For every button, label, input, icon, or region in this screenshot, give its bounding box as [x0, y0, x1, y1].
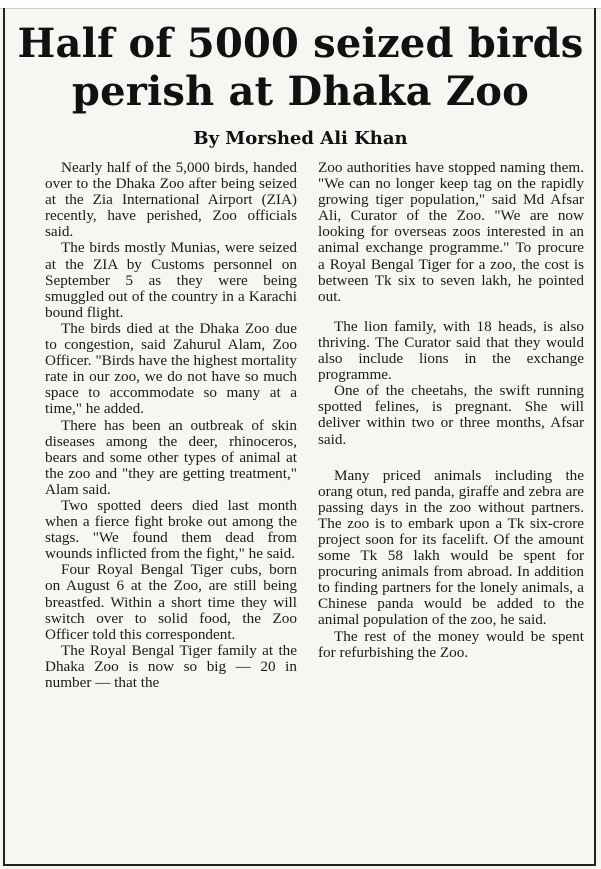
paragraph: Nearly half of the 5,000 birds, handed over to the Dhaka Zoo after being seized at the Zia International Airport (ZIA) recently, have perished, Zoo officials said.	[45, 159, 297, 241]
paragraph: The birds died at the Dhaka Zoo due to congestion, said Zahurul Alam, Zoo Officer. "Birds have the highest mortality rate in our zoo, we do not have so much space to accommodate so many at a time," he added.	[45, 319, 297, 418]
paragraph: The Royal Bengal Tiger family at the Dhaka Zoo is now so big — 20 in number — that the	[45, 641, 297, 691]
byline: By Morshed Ali Khan	[193, 128, 408, 149]
headline: Half of 5000 seized birds perish at Dhaka Zoo	[17, 20, 584, 115]
right-column	[318, 160, 584, 661]
paragraph: Two spotted deers died last month when a fierce fight broke out among the stags. "We found them dead from wounds inflicted from the fight," he said.	[45, 496, 297, 563]
paragraph: The rest of the money would be spent for refurbishing the Zoo.	[318, 627, 584, 661]
paragraph: Four Royal Bengal Tiger cubs, born on August 6 at the Zoo, are still being breastfed. Within a short time they will switch over to solid food, the Zoo Officer told this correspondent.	[45, 561, 297, 643]
paragraph: One of the cheetahs, the swift running spotted felines, is pregnant. She will deliver within two or three months, Afsar said.	[318, 382, 584, 448]
paragraph: Many priced animals including the orang otun, red panda, giraffe and zebra are passing days in the zoo without partners. The zoo is to embark upon a Tk six-crore project soon for its facelift. Of the amount some Tk 58 lakh would be spent for procuring animals from abroad. In addition to finding partners for the lonely animals, a Chinese panda would be added to the animal population of the zoo, he said.	[318, 466, 584, 629]
left-column	[45, 160, 297, 691]
paragraph: There has been an outbreak of skin diseases among the deer, rhinoceros, bears and some other types of animal at the zoo and "they are getting treatment," Alam said.	[45, 416, 297, 498]
paragraph: The lion family, with 18 heads, is also thriving. The Curator said that they would also include lions in the exchange programme.	[318, 317, 584, 384]
paragraph: Zoo authorities have stopped naming them. "We can no longer keep tag on the rapidly growing tiger population," said Md Afsar Ali, Curator of the Zoo. "We are now looking for overseas zoos interested in an animal exchange programme." To procure a Royal Bengal Tiger for a zoo, the cost is between Tk six to seven lakh, he pointed out.	[318, 159, 584, 305]
paragraph: The birds mostly Munias, were seized at the ZIA by Customs personnel on September 5 as they were being smuggled out of the country in a Karachi bound flight.	[45, 239, 297, 321]
